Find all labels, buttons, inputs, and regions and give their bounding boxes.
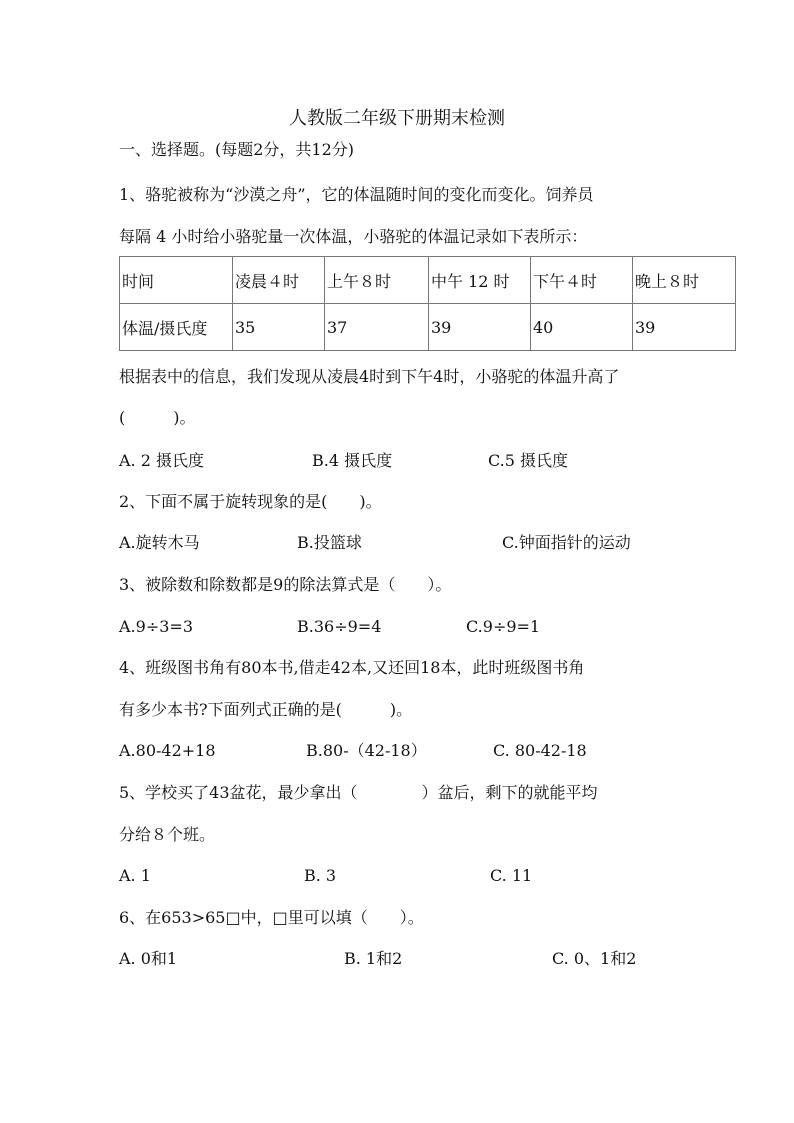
table-cell: 39 <box>429 304 531 351</box>
q4-option-a: A.80-42+18 <box>119 741 216 760</box>
q1-text-line3: 根据表中的信息，我们发现从凌晨4时到下午4时，小骆驼的体温升高了 <box>119 367 620 386</box>
q1-text-line2: 每隔 4 小时给小骆驼量一次体温，小骆驼的体温记录如下表所示： <box>119 227 588 246</box>
q3-text: 3、被除数和除数都是9的除法算式是（ ）。 <box>119 575 452 594</box>
table-row <box>120 257 736 304</box>
q2-option-a: A.旋转木马 <box>119 533 200 552</box>
temperature-table <box>119 256 736 351</box>
q6-text: 6、在653>65□中，□里可以填（ ）。 <box>119 908 424 927</box>
table-cell: 40 <box>531 304 633 351</box>
q1-text-line1: 1、骆驼被称为“沙漠之舟”，它的体温随时间的变化而变化。饲养员 <box>119 185 594 204</box>
q4-text-line2: 有多少本书?下面列式正确的是( )。 <box>119 700 413 719</box>
table-cell: 下午４时 <box>531 257 633 304</box>
q2-option-c: C.钟面指针的运动 <box>502 533 631 552</box>
q1-option-b: B.4 摄氏度 <box>312 451 393 470</box>
q3-option-c: C.9÷9=1 <box>466 617 541 636</box>
q6-option-b: B. 1和2 <box>344 949 403 968</box>
table-cell: 37 <box>325 304 429 351</box>
table-row <box>120 304 736 351</box>
q2-text: 2、下面不属于旋转现象的是( )。 <box>119 492 382 511</box>
section-heading: 一、选择题。(每题2分，共12分) <box>119 140 355 159</box>
q4-option-c: C. 80-42-18 <box>493 741 587 760</box>
q2-option-b: B.投篮球 <box>297 533 362 552</box>
page-title: 人教版二年级下册期末检测 <box>289 108 505 129</box>
table-cell: 35 <box>233 304 325 351</box>
q5-option-c: C. 11 <box>490 866 533 885</box>
q5-option-b: B. 3 <box>304 866 337 885</box>
q5-option-a: A. 1 <box>119 866 151 885</box>
q4-text-line1: 4、班级图书角有80本书,借走42本,又还回18本，此时班级图书角 <box>119 658 585 677</box>
q6-option-a: A. 0和1 <box>119 949 178 968</box>
q6-option-c: C. 0、1和2 <box>552 949 637 968</box>
table-cell: 中午 12 时 <box>429 257 531 304</box>
q3-option-a: A.9÷3=3 <box>119 617 193 636</box>
q5-text-line1: 5、学校买了43盆花，最少拿出（ ）盆后，剩下的就能平均 <box>119 783 598 802</box>
q5-text-line2: 分给８个班。 <box>119 825 216 844</box>
q4-option-b: B.80-（42-18） <box>306 741 427 760</box>
table-cell: 39 <box>633 304 736 351</box>
table-cell: 上午８时 <box>325 257 429 304</box>
q1-text-line4: ( )。 <box>119 408 196 427</box>
table-cell: 时间 <box>120 257 233 304</box>
q1-option-a: A. 2 摄氏度 <box>119 451 204 470</box>
q1-option-c: C.5 摄氏度 <box>488 451 569 470</box>
q3-option-b: B.36÷9=4 <box>297 617 382 636</box>
table-cell: 凌晨４时 <box>233 257 325 304</box>
table-cell: 晚上８时 <box>633 257 736 304</box>
table-cell: 体温/摄氏度 <box>120 304 233 351</box>
